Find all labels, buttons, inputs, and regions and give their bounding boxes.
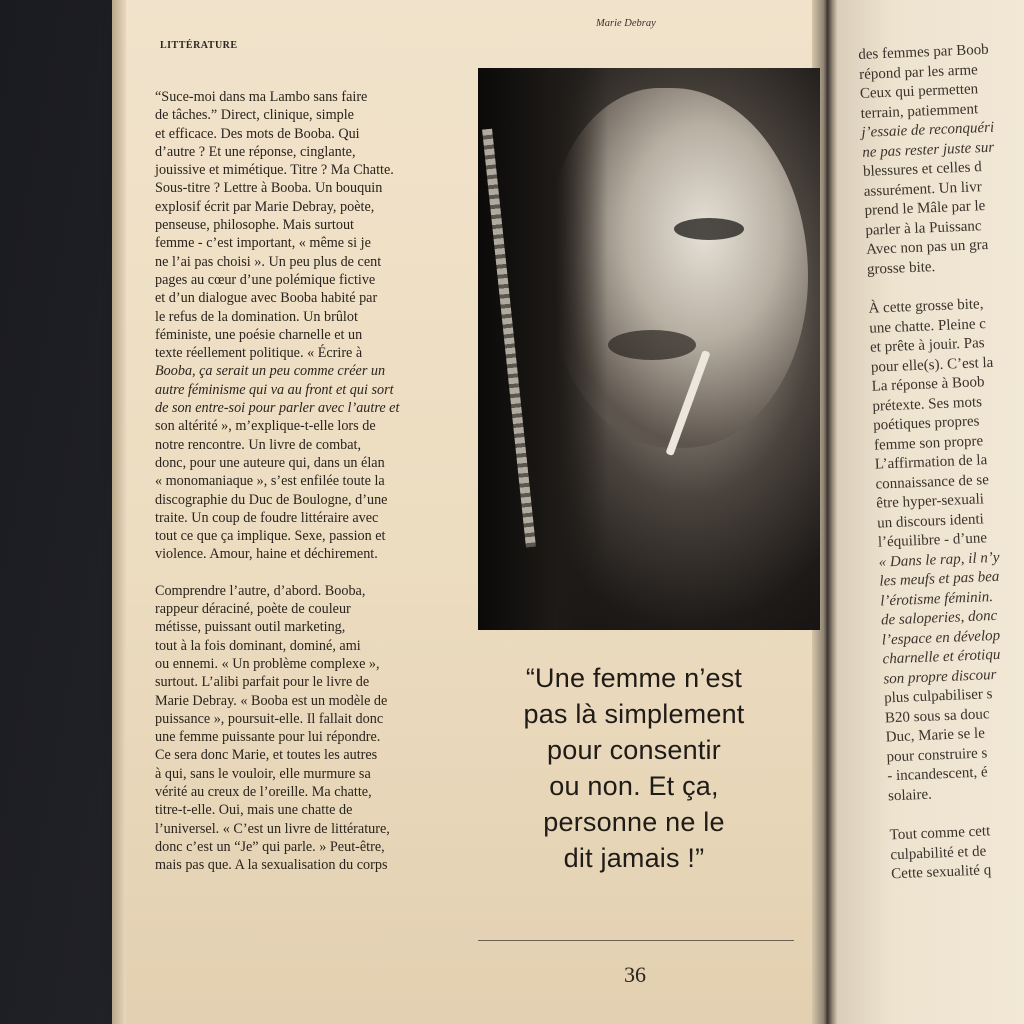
body-text-line: de tâches.” Direct, clinique, simple <box>155 107 354 124</box>
right-page-text-line: blessures et celles d <box>862 159 983 180</box>
right-page-text-line: L’affirmation de la <box>874 452 988 473</box>
pull-quote-line: ou non. Et ça, <box>549 771 719 801</box>
right-page-text-line: pour construire s <box>886 744 988 765</box>
right-page-text-line: l’équilibre - d’une <box>877 530 988 551</box>
section-label: LITTÉRATURE <box>160 40 238 51</box>
body-text-line: autre féminisme qui va au front et qui sort <box>155 381 394 398</box>
right-page-text-line: culpabilité et de <box>890 843 987 863</box>
right-page-text-line: Avec non pas un gra <box>865 236 989 258</box>
page-edge <box>112 0 126 1024</box>
right-page-text-line: prétexte. Ses mots <box>872 393 983 415</box>
right-page-text-line: l’espace en dévelop <box>881 627 1001 649</box>
right-page-text-line: La réponse à Boob <box>871 374 985 395</box>
author-running-header: Marie Debray <box>596 18 656 29</box>
right-page-text-line: des femmes par Boob <box>858 41 989 63</box>
right-page-text-line: À cette grosse bite, <box>868 296 984 317</box>
body-text-line: Marie Debray. « Booba est un modèle de <box>155 692 388 709</box>
right-page-text-line: pour elle(s). C’est la <box>870 354 994 376</box>
body-text-line: le refus de la domination. Un brûlot <box>155 308 358 325</box>
right-page-text-line: ne pas rester juste sur <box>861 139 995 161</box>
body-text-line: “Suce-moi dans ma Lambo sans faire <box>155 89 368 105</box>
body-text-line: à qui, sans le vouloir, elle murmure sa <box>155 765 371 782</box>
body-text-line: jouissive et mimétique. Titre ? Ma Chatte. <box>155 162 394 179</box>
body-text-line: vérité au creux de l’oreille. Ma chatte, <box>155 783 372 800</box>
body-text-line: son altérité », m’explique-t-elle lors de <box>155 418 376 435</box>
right-page-text-line: et prête à jouir. Pas <box>869 335 985 356</box>
body-text-line: et d’un dialogue avec Booba habité par <box>155 290 378 307</box>
right-page-text-line: Cette sexualité q <box>890 862 992 883</box>
right-page-text-line: Ceux qui permetten <box>859 81 979 102</box>
body-text-line: tout ce que ça implique. Sexe, passion et <box>155 528 386 545</box>
right-page-text-line: un discours identi <box>876 510 985 532</box>
article-body-column <box>155 88 465 874</box>
body-text-line: puissance », poursuit-elle. Il fallait donc <box>155 710 384 727</box>
body-text-line: ne l’ai pas choisi ». Un peu plus de cent <box>155 253 382 270</box>
body-text-line: explosif écrit par Marie Debray, poète, <box>155 198 375 215</box>
right-page-text-line: les meufs et pas bea <box>879 568 1000 590</box>
body-text-line: Sous-titre ? Lettre à Booba. Un bouquin <box>155 180 383 197</box>
body-text-line: Booba, ça serait un peu comme créer un <box>155 363 386 380</box>
right-page-text-line: prend le Mâle par le <box>864 198 986 219</box>
pull-quote-line: “Une femme n’est <box>525 663 743 693</box>
photo-lips <box>608 330 696 360</box>
body-text-line: métisse, puissant outil marketing, <box>155 619 346 636</box>
right-page-text-line: assurément. Un livr <box>863 178 982 200</box>
paragraph-gap <box>155 564 465 582</box>
right-page-text-line: répond par les arme <box>858 61 979 83</box>
body-text-line: surtout. L’alibi parfait pour le livre de <box>155 674 370 691</box>
body-text-line: une femme puissante pour lui répondre. <box>155 729 381 746</box>
divider-rule <box>478 940 794 941</box>
right-page-text-line: femme son propre <box>873 432 984 454</box>
body-text-line: tout à la fois dominant, dominé, ami <box>155 637 361 654</box>
right-page-text-line: poétiques propres <box>872 413 980 434</box>
body-text-line: Ce sera donc Marie, et toutes les autres <box>155 747 378 764</box>
right-page-text-line: grosse bite. <box>866 258 936 278</box>
photo-eye <box>674 218 744 240</box>
right-page-text-line: être hyper-sexuali <box>876 491 985 512</box>
body-text-line: penseuse, philosophe. Mais surtout <box>155 217 354 234</box>
right-page-text-line: l’érotisme féminin. <box>879 588 994 610</box>
body-text-line: femme - c’est important, « même si je <box>155 235 371 252</box>
photo-hair <box>478 68 608 630</box>
right-page-text-line: parler à la Puissanc <box>865 217 982 239</box>
body-text-line: l’universel. « C’est un livre de littérature, <box>155 820 390 837</box>
body-text-line: donc, pour une auteure qui, dans un élan <box>155 454 385 471</box>
page-number: 36 <box>624 962 646 987</box>
body-text-line: mais pas que. A la sexualisation du corps <box>155 857 388 874</box>
pull-quote-line: pour consentir <box>547 735 721 765</box>
right-page-text-line: terrain, patiemment <box>860 100 979 122</box>
pull-quote-line: personne ne le <box>543 807 725 837</box>
portrait-photo <box>478 68 820 630</box>
body-text-line: et efficace. Des mots de Booba. Qui <box>155 125 360 142</box>
right-page-text-line: Tout comme cett <box>889 823 991 844</box>
right-page-text-line: solaire. <box>887 786 933 804</box>
body-text-line: ou ennemi. « Un problème complexe », <box>155 655 380 672</box>
right-page-text-line: son propre discour <box>883 666 997 687</box>
body-text-line: donc c’est un “Je” qui parle. » Peut-être, <box>155 838 385 855</box>
body-text-line: titre-t-elle. Oui, mais une chatte de <box>155 802 353 819</box>
right-page-text-line: « Dans le rap, il n’y <box>878 549 1000 571</box>
right-page-text-line: plus culpabiliser s <box>883 686 993 707</box>
body-text-line: pages au cœur d’une polémique fictive <box>155 271 376 288</box>
right-page-text-line: B20 sous sa douc <box>884 705 990 726</box>
body-text-line: de son entre-soi pour parler avec l’autre et <box>155 400 400 417</box>
body-text-line: texte réellement politique. « Écrire à <box>155 345 363 362</box>
right-page-text-line: charnelle et érotiqu <box>882 646 1001 668</box>
right-page-text-line: - incandescent, é <box>887 764 988 785</box>
right-page-text-line: de saloperies, donc <box>880 607 998 629</box>
right-page-text-line: Duc, Marie se le <box>885 725 986 746</box>
pull-quote <box>484 660 784 876</box>
body-text-line: traite. Un coup de foudre littéraire avec <box>155 509 379 526</box>
body-text-line: féministe, une poésie charnelle et un <box>155 326 363 343</box>
body-text-line: Comprendre l’autre, d’abord. Booba, <box>155 582 366 599</box>
body-text-line: rappeur déraciné, poète de couleur <box>155 601 351 618</box>
body-text-line: « monomaniaque », s’est enfilée toute la <box>155 473 385 490</box>
body-text-line: d’autre ? Et une réponse, cinglante, <box>155 143 356 160</box>
body-text-line: discographie du Duc de Boulogne, d’une <box>155 491 388 508</box>
body-text-line: notre rencontre. Un livre de combat, <box>155 436 362 453</box>
body-text-line: violence. Amour, haine et déchirement. <box>155 546 378 563</box>
right-page-text-line: j’essaie de reconquéri <box>861 119 995 141</box>
right-page-text-line: une chatte. Pleine c <box>869 315 987 337</box>
right-page-text-line: connaissance de se <box>875 471 990 493</box>
pull-quote-line: pas là simplement <box>523 699 745 729</box>
pull-quote-line: dit jamais !” <box>563 843 705 873</box>
